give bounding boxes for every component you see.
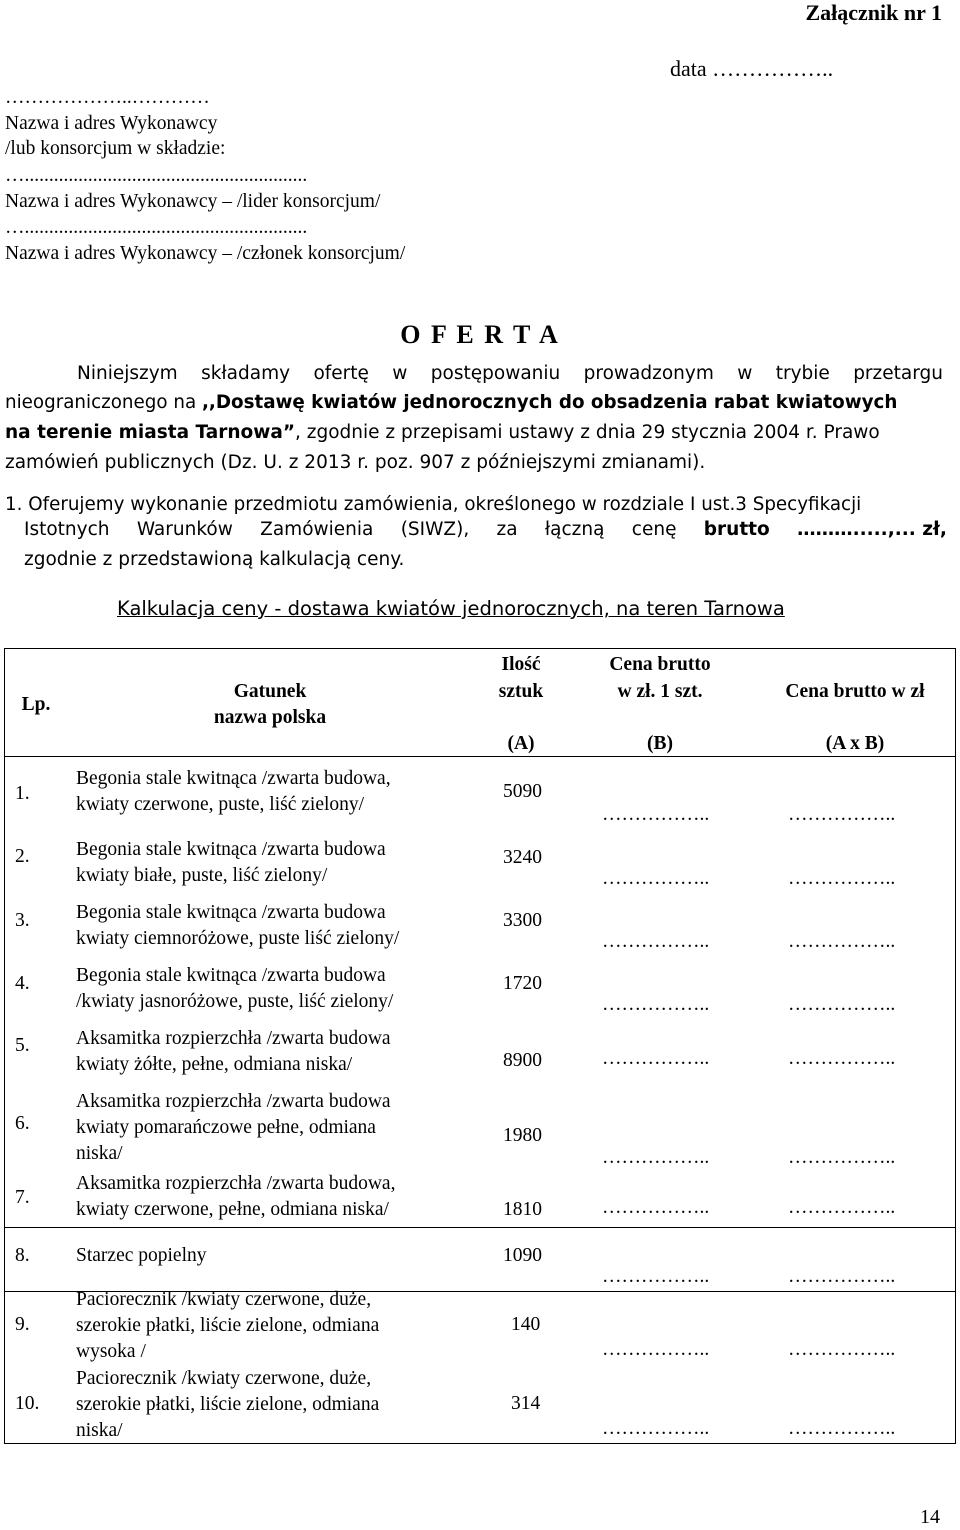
row-qty: 140 [511, 1314, 541, 1335]
text: nieograniczonego na [5, 392, 202, 413]
row-qty: 3240 [503, 847, 542, 868]
row-qty: 314 [511, 1393, 541, 1414]
row-name-line: niska/ [76, 1420, 123, 1441]
word: (SIWZ), [400, 519, 470, 540]
text: , zgodnie z przepisami ustawy z dnia 29 stycznia 2004 r. Prawo [295, 422, 880, 443]
unit-price-field[interactable]: …………….. [602, 1048, 710, 1069]
header-total-price: Cena brutto w zł [785, 681, 925, 702]
total-price-field[interactable]: …………….. [788, 1048, 896, 1069]
calculation-title: Kalkulacja ceny - dostawa kwiatów jednorocznych, na teren Tarnowa [117, 597, 785, 620]
header-a: (A) [507, 733, 535, 754]
word: przetargu [853, 363, 943, 384]
row-lp: 5. [15, 1035, 30, 1056]
row-lp: 9. [15, 1314, 30, 1335]
row-name-line: wysoka / [76, 1341, 146, 1362]
row-name-line: Aksamitka rozpierzchła /zwarta budowa, [76, 1173, 396, 1194]
row-name-line: Starzec popielny [76, 1245, 207, 1266]
word-brutto: brutto [703, 519, 770, 540]
row-qty: 1720 [503, 973, 542, 994]
word: łączną [544, 519, 605, 540]
header-nazwa-polska: nazwa polska [213, 707, 327, 728]
date-field: data …………….. [670, 56, 834, 81]
row-name-line: Paciorecznik /kwiaty czerwone, duże, [76, 1368, 372, 1389]
row-name-line: Begonia stale kwitnąca /zwarta budowa [76, 839, 386, 860]
total-price-field[interactable]: …………….. [788, 1147, 896, 1168]
row-lp: 4. [15, 973, 30, 994]
unit-price-field[interactable]: …………….. [602, 868, 710, 889]
offer-title: O F E R T A [400, 320, 560, 349]
tender-subject-cont: na terenie miasta Tarnowa” [5, 422, 295, 443]
row-qty: 1090 [503, 1245, 542, 1266]
offer-para1-line4: zamówień publicznych (Dz. U. z 2013 r. poz. 907 z późniejszymi zmianami). [5, 452, 706, 473]
unit-price-field[interactable]: …………….. [602, 1197, 710, 1218]
page-number: 14 [920, 1506, 940, 1528]
row-name-line: /kwiaty jasnoróżowe, puste, liść zielony/ [76, 991, 394, 1012]
row-divider [5, 1227, 955, 1228]
word: postępowaniu [430, 363, 561, 384]
header-gatunek: Gatunek [233, 681, 307, 702]
tender-subject: ,,Dostawę kwiatów jednorocznych do obsadzenia rabat kwiatowych [201, 392, 898, 413]
row-name-line: Paciorecznik /kwiaty czerwone, duże, [76, 1289, 372, 1310]
row-qty: 3300 [503, 910, 542, 931]
total-price-field[interactable]: …………….. [788, 804, 896, 825]
row-qty: 8900 [503, 1050, 542, 1071]
row-name-line: Begonia stale kwitnąca /zwarta budowa [76, 902, 386, 923]
total-price-field[interactable]: …………….. [788, 1339, 896, 1360]
offer-para2-line1: 1. Oferujemy wykonanie przedmiotu zamówienia, określonego w rozdziale I ust.3 Specyfikacji [5, 494, 862, 515]
contractor-dots-3: ….......................................................... [5, 217, 308, 238]
row-lp: 8. [15, 1245, 30, 1266]
header-ilosc: Ilość [501, 654, 541, 675]
unit-price-field[interactable]: …………….. [602, 1339, 710, 1360]
word: w [392, 363, 408, 384]
unit-price-field[interactable]: …………….. [602, 931, 710, 952]
offer-para1-line2 [5, 388, 897, 418]
total-price-field[interactable]: …………….. [788, 1266, 896, 1287]
header-cena-brutto: Cena brutto [609, 654, 711, 675]
row-qty: 1810 [503, 1199, 542, 1220]
row-name-line: szerokie płatki, liście zielone, odmiana [76, 1315, 380, 1336]
row-lp: 6. [15, 1113, 30, 1134]
contractor-name-label: Nazwa i adres Wykonawcy [5, 113, 218, 134]
word: składamy [201, 363, 291, 384]
header-unit-price: w zł. 1 szt. [617, 681, 703, 702]
word: prowadzonym [583, 363, 714, 384]
offer-para2-line3: zgodnie z przedstawioną kalkulacją ceny. [24, 549, 405, 570]
row-name-line: kwiaty żółte, pełne, odmiana niska/ [76, 1054, 353, 1075]
unit-price-field[interactable]: …………….. [602, 1147, 710, 1168]
word: Niniejszym [77, 363, 178, 384]
row-name-line: Begonia stale kwitnąca /zwarta budowa, [76, 768, 391, 789]
offer-para2-line2 [24, 515, 947, 545]
total-price-field[interactable]: …………….. [788, 1197, 896, 1218]
row-name-line: kwiaty czerwone, puste, liść zielony/ [76, 794, 365, 815]
contractor-leader-label: Nazwa i adres Wykonawcy – /lider konsorcjum/ [5, 191, 381, 212]
unit-price-field[interactable]: …………….. [602, 804, 710, 825]
word: cenę [631, 519, 677, 540]
offer-para1-line1 [77, 359, 943, 389]
contractor-dots-2: ….......................................................... [5, 165, 308, 186]
row-lp: 3. [15, 910, 30, 931]
word: za [496, 519, 518, 540]
unit-price-field[interactable]: …………….. [602, 994, 710, 1015]
total-price-field: ……….....,... zł, [797, 519, 947, 540]
word: ofertę [313, 363, 369, 384]
row-name-line: niska/ [76, 1143, 123, 1164]
offer-para1-line3 [5, 418, 880, 448]
contractor-member-label: Nazwa i adres Wykonawcy – /członek konsorcjum/ [5, 243, 406, 264]
row-name-line: kwiaty ciemnoróżowe, puste liść zielony/ [76, 928, 400, 949]
word: Warunków [136, 519, 233, 540]
header-lp: Lp. [21, 694, 51, 715]
header-b: (B) [647, 733, 673, 754]
row-name-line: kwiaty białe, puste, liść zielony/ [76, 865, 328, 886]
row-lp: 2. [15, 846, 30, 867]
row-lp: 10. [15, 1393, 40, 1414]
row-lp: 7. [15, 1187, 30, 1208]
header-axb: (A x B) [825, 733, 885, 754]
total-price-field[interactable]: …………….. [788, 931, 896, 952]
row-qty: 5090 [503, 781, 542, 802]
total-price-field[interactable]: …………….. [788, 1418, 896, 1439]
word: w [737, 363, 753, 384]
row-qty: 1980 [503, 1125, 542, 1146]
word: Istotnych [24, 519, 110, 540]
row-name-line: szerokie płatki, liście zielone, odmiana [76, 1394, 380, 1415]
row-name-line: Aksamitka rozpierzchła /zwarta budowa [76, 1091, 391, 1112]
total-price-field[interactable]: …………….. [788, 868, 896, 889]
row-name-line: kwiaty czerwone, pełne, odmiana niska/ [76, 1199, 389, 1220]
word: trybie [775, 363, 830, 384]
annex-label: Załącznik nr 1 [805, 0, 942, 25]
unit-price-field[interactable]: …………….. [602, 1266, 710, 1287]
calculation-table [4, 648, 956, 1444]
contractor-consortium-label: /lub konsorcjum w składzie: [5, 138, 226, 159]
total-price-field[interactable]: …………….. [788, 994, 896, 1015]
header-sztuk: sztuk [498, 681, 544, 702]
row-name-line: Begonia stale kwitnąca /zwarta budowa [76, 965, 386, 986]
row-name-line: kwiaty pomarańczowe pełne, odmiana [76, 1117, 376, 1138]
contractor-dots-1: ………………..………… [5, 87, 210, 108]
row-lp: 1. [15, 783, 30, 804]
unit-price-field[interactable]: …………….. [602, 1418, 710, 1439]
word: Zamówienia [260, 519, 374, 540]
row-name-line: Aksamitka rozpierzchła /zwarta budowa [76, 1028, 391, 1049]
